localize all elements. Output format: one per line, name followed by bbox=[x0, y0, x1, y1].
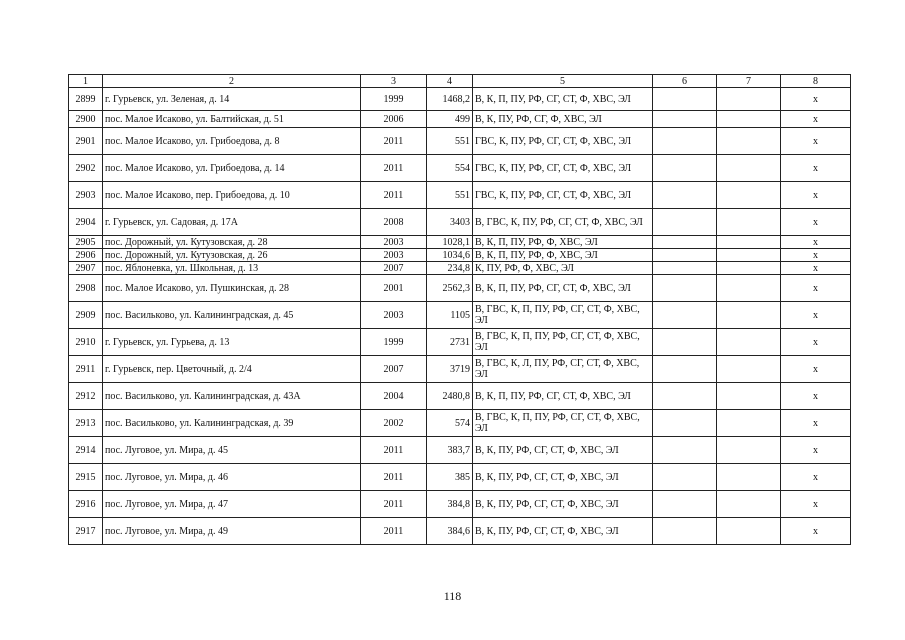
row-number: 2911 bbox=[69, 356, 103, 383]
row-col7 bbox=[717, 518, 781, 545]
row-services: ГВС, К, ПУ, РФ, СГ, СТ, Ф, ХВС, ЭЛ bbox=[473, 182, 653, 209]
row-number: 2910 bbox=[69, 329, 103, 356]
row-number: 2905 bbox=[69, 236, 103, 249]
row-number: 2912 bbox=[69, 383, 103, 410]
row-col7 bbox=[717, 464, 781, 491]
row-year: 2011 bbox=[361, 128, 427, 155]
row-col6 bbox=[653, 356, 717, 383]
row-col6 bbox=[653, 249, 717, 262]
row-col6 bbox=[653, 302, 717, 329]
row-col6 bbox=[653, 329, 717, 356]
row-area: 3403 bbox=[427, 209, 473, 236]
row-year: 2011 bbox=[361, 182, 427, 209]
row-services: В, ГВС, К, П, ПУ, РФ, СГ, СТ, Ф, ХВС, ЭЛ bbox=[473, 329, 653, 356]
row-mark: x bbox=[781, 182, 851, 209]
table-row bbox=[69, 356, 851, 383]
row-col6 bbox=[653, 209, 717, 236]
row-col7 bbox=[717, 209, 781, 236]
row-col7 bbox=[717, 302, 781, 329]
row-area: 2731 bbox=[427, 329, 473, 356]
row-services: В, К, П, ПУ, РФ, Ф, ХВС, ЭЛ bbox=[473, 236, 653, 249]
row-services: В, ГВС, К, ПУ, РФ, СГ, СТ, Ф, ХВС, ЭЛ bbox=[473, 209, 653, 236]
row-services: В, ГВС, К, П, ПУ, РФ, СГ, СТ, Ф, ХВС, ЭЛ bbox=[473, 410, 653, 437]
row-area: 384,6 bbox=[427, 518, 473, 545]
table-row bbox=[69, 329, 851, 356]
row-number: 2901 bbox=[69, 128, 103, 155]
row-number: 2906 bbox=[69, 249, 103, 262]
row-number: 2899 bbox=[69, 88, 103, 111]
row-col6 bbox=[653, 111, 717, 128]
row-col6 bbox=[653, 182, 717, 209]
row-number: 2904 bbox=[69, 209, 103, 236]
row-number: 2913 bbox=[69, 410, 103, 437]
row-number: 2916 bbox=[69, 491, 103, 518]
row-col7 bbox=[717, 410, 781, 437]
row-address: пос. Васильково, ул. Калининградская, д. 39 bbox=[103, 410, 361, 437]
row-col6 bbox=[653, 88, 717, 111]
row-services: В, ГВС, К, П, ПУ, РФ, СГ, СТ, Ф, ХВС, ЭЛ bbox=[473, 302, 653, 329]
row-year: 2007 bbox=[361, 356, 427, 383]
table-row bbox=[69, 491, 851, 518]
row-col6 bbox=[653, 262, 717, 275]
column-header: 6 bbox=[653, 75, 717, 88]
row-col6 bbox=[653, 491, 717, 518]
row-services: В, ГВС, К, Л, ПУ, РФ, СГ, СТ, Ф, ХВС, ЭЛ bbox=[473, 356, 653, 383]
row-year: 2003 bbox=[361, 249, 427, 262]
row-col6 bbox=[653, 464, 717, 491]
row-area: 3719 bbox=[427, 356, 473, 383]
table-row bbox=[69, 209, 851, 236]
row-mark: x bbox=[781, 329, 851, 356]
row-mark: x bbox=[781, 262, 851, 275]
row-col7 bbox=[717, 262, 781, 275]
row-col7 bbox=[717, 155, 781, 182]
row-area: 551 bbox=[427, 128, 473, 155]
row-col7 bbox=[717, 249, 781, 262]
row-number: 2902 bbox=[69, 155, 103, 182]
table-row bbox=[69, 155, 851, 182]
row-number: 2915 bbox=[69, 464, 103, 491]
row-mark: x bbox=[781, 128, 851, 155]
row-area: 1105 bbox=[427, 302, 473, 329]
table-row bbox=[69, 182, 851, 209]
row-address: пос. Васильково, ул. Калининградская, д. 45 bbox=[103, 302, 361, 329]
row-year: 2011 bbox=[361, 155, 427, 182]
table-row bbox=[69, 249, 851, 262]
row-mark: x bbox=[781, 275, 851, 302]
row-address: пос. Малое Исаково, ул. Грибоедова, д. 8 bbox=[103, 128, 361, 155]
table-row bbox=[69, 383, 851, 410]
row-area: 554 bbox=[427, 155, 473, 182]
column-header: 1 bbox=[69, 75, 103, 88]
row-number: 2914 bbox=[69, 437, 103, 464]
row-services: К, ПУ, РФ, Ф, ХВС, ЭЛ bbox=[473, 262, 653, 275]
row-services: В, К, П, ПУ, РФ, Ф, ХВС, ЭЛ bbox=[473, 249, 653, 262]
row-col7 bbox=[717, 356, 781, 383]
row-col6 bbox=[653, 155, 717, 182]
row-services: В, К, П, ПУ, РФ, СГ, СТ, Ф, ХВС, ЭЛ bbox=[473, 383, 653, 410]
table-row bbox=[69, 302, 851, 329]
row-col6 bbox=[653, 236, 717, 249]
row-area: 2480,8 bbox=[427, 383, 473, 410]
row-mark: x bbox=[781, 437, 851, 464]
row-area: 2562,3 bbox=[427, 275, 473, 302]
row-year: 1999 bbox=[361, 88, 427, 111]
row-address: пос. Луговое, ул. Мира, д. 45 bbox=[103, 437, 361, 464]
row-mark: x bbox=[781, 464, 851, 491]
row-services: В, К, ПУ, РФ, СГ, СТ, Ф, ХВС, ЭЛ bbox=[473, 464, 653, 491]
row-mark: x bbox=[781, 111, 851, 128]
table-row bbox=[69, 437, 851, 464]
table-row bbox=[69, 111, 851, 128]
row-number: 2909 bbox=[69, 302, 103, 329]
row-year: 2002 bbox=[361, 410, 427, 437]
row-number: 2908 bbox=[69, 275, 103, 302]
row-area: 551 bbox=[427, 182, 473, 209]
header-row bbox=[69, 75, 851, 88]
row-services: ГВС, К, ПУ, РФ, СГ, СТ, Ф, ХВС, ЭЛ bbox=[473, 128, 653, 155]
row-mark: x bbox=[781, 155, 851, 182]
row-col7 bbox=[717, 128, 781, 155]
row-year: 1999 bbox=[361, 329, 427, 356]
row-address: пос. Дорожный, ул. Кутузовская, д. 26 bbox=[103, 249, 361, 262]
row-year: 2011 bbox=[361, 437, 427, 464]
row-area: 1028,1 bbox=[427, 236, 473, 249]
row-mark: x bbox=[781, 209, 851, 236]
row-col7 bbox=[717, 329, 781, 356]
row-address: пос. Малое Исаково, ул. Грибоедова, д. 14 bbox=[103, 155, 361, 182]
row-address: г. Гурьевск, ул. Зеленая, д. 14 bbox=[103, 88, 361, 111]
row-area: 385 bbox=[427, 464, 473, 491]
row-col7 bbox=[717, 383, 781, 410]
row-mark: x bbox=[781, 410, 851, 437]
row-mark: x bbox=[781, 236, 851, 249]
row-area: 384,8 bbox=[427, 491, 473, 518]
row-address: пос. Луговое, ул. Мира, д. 46 bbox=[103, 464, 361, 491]
row-address: г. Гурьевск, пер. Цветочный, д. 2/4 bbox=[103, 356, 361, 383]
row-col6 bbox=[653, 410, 717, 437]
row-address: г. Гурьевск, ул. Садовая, д. 17А bbox=[103, 209, 361, 236]
row-services: В, К, ПУ, РФ, СГ, СТ, Ф, ХВС, ЭЛ bbox=[473, 437, 653, 464]
row-mark: x bbox=[781, 88, 851, 111]
row-col7 bbox=[717, 88, 781, 111]
row-col7 bbox=[717, 111, 781, 128]
table-row bbox=[69, 236, 851, 249]
table-row bbox=[69, 275, 851, 302]
table-row bbox=[69, 464, 851, 491]
row-col7 bbox=[717, 275, 781, 302]
row-area: 1034,6 bbox=[427, 249, 473, 262]
row-col7 bbox=[717, 182, 781, 209]
row-year: 2008 bbox=[361, 209, 427, 236]
row-services: В, К, ПУ, РФ, СГ, Ф, ХВС, ЭЛ bbox=[473, 111, 653, 128]
table-row bbox=[69, 262, 851, 275]
row-area: 383,7 bbox=[427, 437, 473, 464]
column-header: 4 bbox=[427, 75, 473, 88]
row-col7 bbox=[717, 491, 781, 518]
row-mark: x bbox=[781, 302, 851, 329]
row-col6 bbox=[653, 275, 717, 302]
row-mark: x bbox=[781, 518, 851, 545]
row-services: В, К, ПУ, РФ, СГ, СТ, Ф, ХВС, ЭЛ bbox=[473, 491, 653, 518]
column-header: 8 bbox=[781, 75, 851, 88]
row-number: 2917 bbox=[69, 518, 103, 545]
table-row bbox=[69, 518, 851, 545]
row-col6 bbox=[653, 437, 717, 464]
row-year: 2011 bbox=[361, 491, 427, 518]
row-address: пос. Малое Исаково, пер. Грибоедова, д. 10 bbox=[103, 182, 361, 209]
row-services: В, К, П, ПУ, РФ, СГ, СТ, Ф, ХВС, ЭЛ bbox=[473, 275, 653, 302]
column-header: 2 bbox=[103, 75, 361, 88]
row-area: 499 bbox=[427, 111, 473, 128]
page-number: 118 bbox=[443, 589, 462, 603]
row-col6 bbox=[653, 518, 717, 545]
registry-table bbox=[68, 74, 851, 545]
row-number: 2900 bbox=[69, 111, 103, 128]
row-address: пос. Дорожный, ул. Кутузовская, д. 28 bbox=[103, 236, 361, 249]
row-year: 2003 bbox=[361, 302, 427, 329]
row-mark: x bbox=[781, 491, 851, 518]
row-address: пос. Луговое, ул. Мира, д. 49 bbox=[103, 518, 361, 545]
row-year: 2007 bbox=[361, 262, 427, 275]
row-number: 2903 bbox=[69, 182, 103, 209]
row-address: пос. Яблоневка, ул. Школьная, д. 13 bbox=[103, 262, 361, 275]
row-year: 2004 bbox=[361, 383, 427, 410]
column-header: 3 bbox=[361, 75, 427, 88]
row-mark: x bbox=[781, 383, 851, 410]
row-mark: x bbox=[781, 356, 851, 383]
row-year: 2003 bbox=[361, 236, 427, 249]
row-address: г. Гурьевск, ул. Гурьева, д. 13 bbox=[103, 329, 361, 356]
row-year: 2011 bbox=[361, 464, 427, 491]
row-services: В, К, ПУ, РФ, СГ, СТ, Ф, ХВС, ЭЛ bbox=[473, 518, 653, 545]
row-year: 2001 bbox=[361, 275, 427, 302]
row-mark: x bbox=[781, 249, 851, 262]
row-area: 1468,2 bbox=[427, 88, 473, 111]
column-header: 7 bbox=[717, 75, 781, 88]
row-year: 2011 bbox=[361, 518, 427, 545]
row-area: 234,8 bbox=[427, 262, 473, 275]
row-col6 bbox=[653, 128, 717, 155]
row-col6 bbox=[653, 383, 717, 410]
table-row bbox=[69, 88, 851, 111]
row-area: 574 bbox=[427, 410, 473, 437]
row-address: пос. Малое Исаково, ул. Балтийская, д. 51 bbox=[103, 111, 361, 128]
row-services: ГВС, К, ПУ, РФ, СГ, СТ, Ф, ХВС, ЭЛ bbox=[473, 155, 653, 182]
row-col7 bbox=[717, 236, 781, 249]
row-services: В, К, П, ПУ, РФ, СГ, СТ, Ф, ХВС, ЭЛ bbox=[473, 88, 653, 111]
row-col7 bbox=[717, 437, 781, 464]
row-year: 2006 bbox=[361, 111, 427, 128]
column-header: 5 bbox=[473, 75, 653, 88]
row-address: пос. Васильково, ул. Калининградская, д. 43А bbox=[103, 383, 361, 410]
table-row bbox=[69, 128, 851, 155]
table-row bbox=[69, 410, 851, 437]
row-number: 2907 bbox=[69, 262, 103, 275]
row-address: пос. Малое Исаково, ул. Пушкинская, д. 28 bbox=[103, 275, 361, 302]
row-address: пос. Луговое, ул. Мира, д. 47 bbox=[103, 491, 361, 518]
